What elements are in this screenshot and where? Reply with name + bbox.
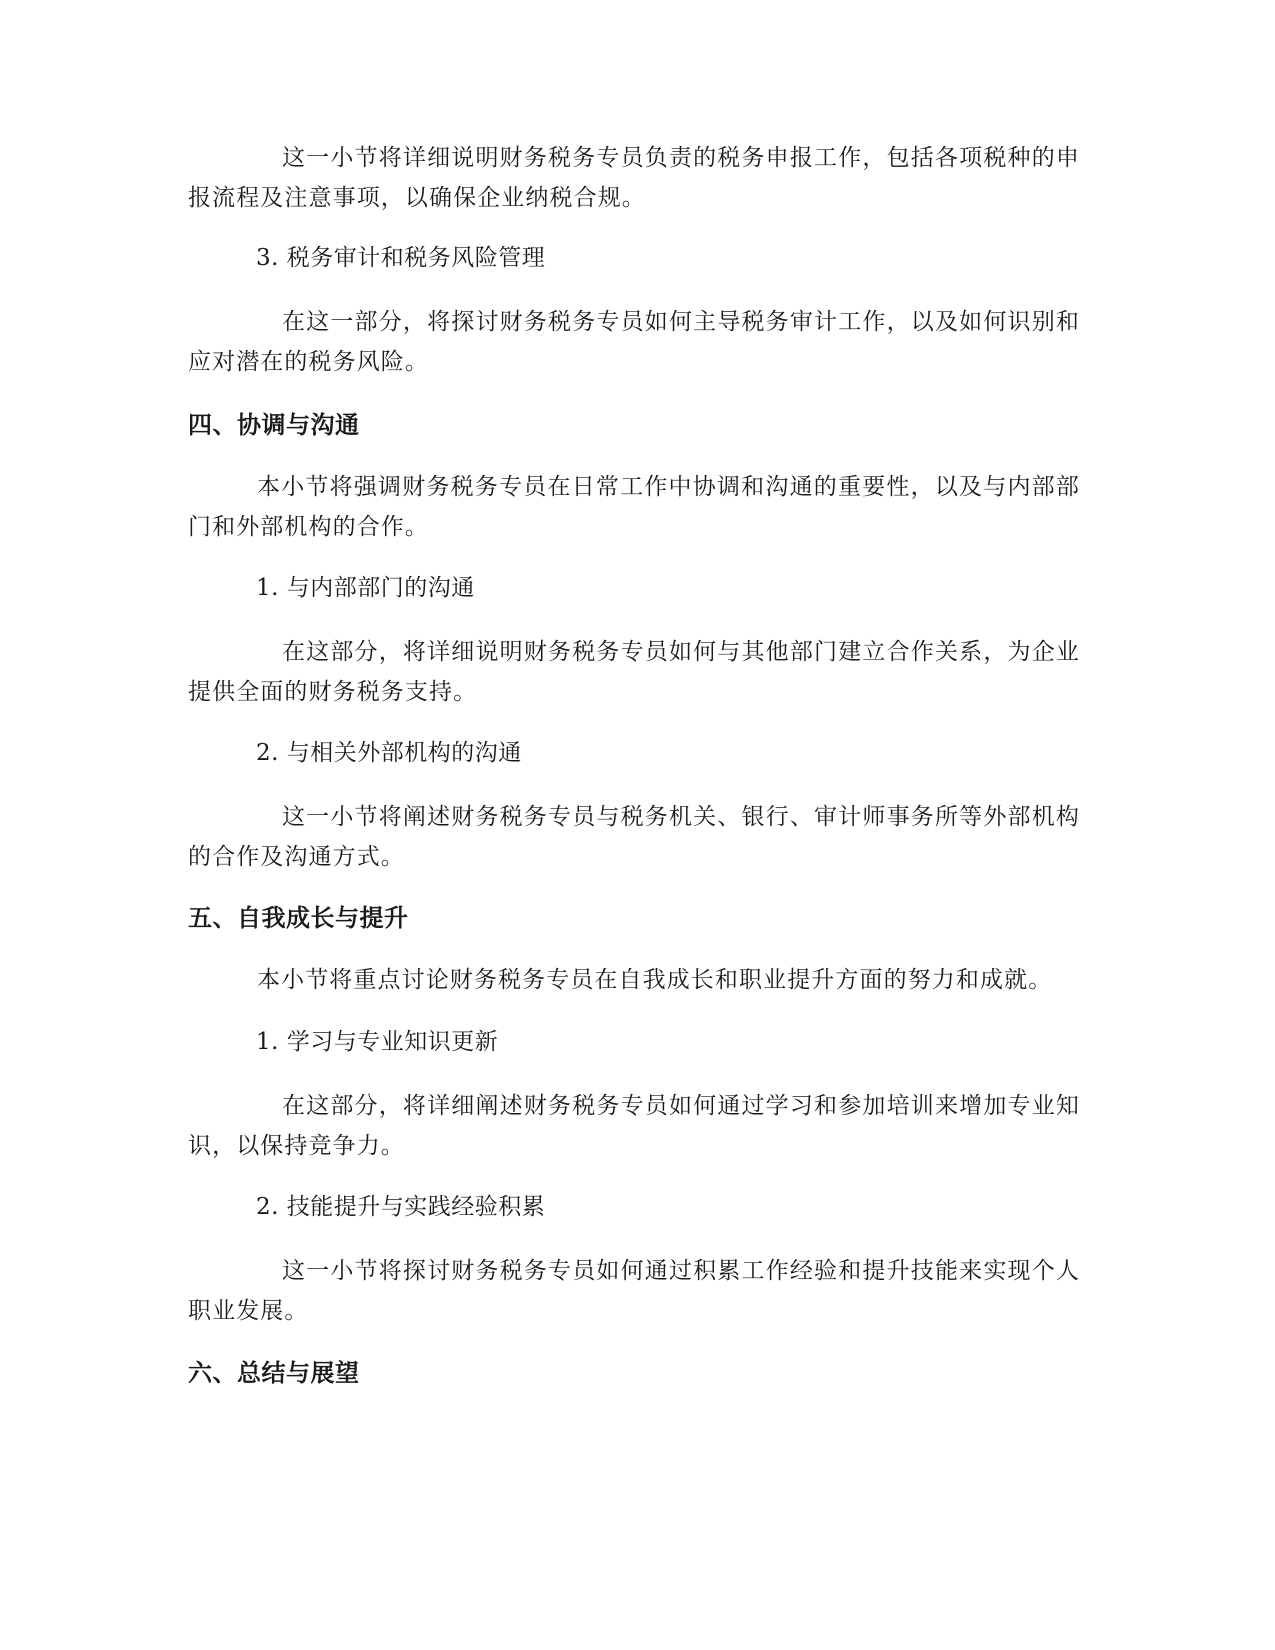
list-item-external-communication: 2. 与相关外部机构的沟通 (256, 740, 522, 766)
section-heading-coordination: 四、协调与沟通 (188, 411, 360, 439)
paragraph-external-communication: 这一小节将阐述财务税务专员与税务机关、银行、审计师事务所等外部机构的合作及沟通方式。 (188, 804, 1080, 870)
section-heading-growth: 五、自我成长与提升 (188, 904, 409, 932)
paragraph-growth: 本小节将重点讨论财务税务专员在自我成长和职业提升方面的努力和成就。 (257, 967, 1053, 993)
paragraph-learning: 在这部分，将详细阐述财务税务专员如何通过学习和参加培训来增加专业知识，以保持竞争力。 (188, 1093, 1080, 1159)
list-item-tax-audit: 3. 税务审计和税务风险管理 (256, 245, 546, 271)
section-heading-summary: 六、总结与展望 (188, 1359, 360, 1387)
paragraph-internal-communication: 在这部分，将详细说明财务税务专员如何与其他部门建立合作关系，为企业提供全面的财务税务支持。 (188, 639, 1080, 705)
paragraph-tax-audit: 在这一部分，将探讨财务税务专员如何主导税务审计工作，以及如何识别和应对潜在的税务风险。 (188, 309, 1080, 375)
paragraph-tax-filing: 这一小节将详细说明财务税务专员负责的税务申报工作，包括各项税种的申报流程及注意事项，以确保企业纳税合规。 (188, 145, 1080, 211)
list-item-internal-communication: 1. 与内部部门的沟通 (256, 575, 475, 601)
list-item-learning: 1. 学习与专业知识更新 (256, 1029, 499, 1055)
list-item-skills: 2. 技能提升与实践经验积累 (256, 1194, 546, 1220)
paragraph-skills: 这一小节将探讨财务税务专员如何通过积累工作经验和提升技能来实现个人职业发展。 (188, 1258, 1080, 1324)
paragraph-coordination: 本小节将强调财务税务专员在日常工作中协调和沟通的重要性，以及与内部部门和外部机构的合作。 (188, 474, 1080, 540)
